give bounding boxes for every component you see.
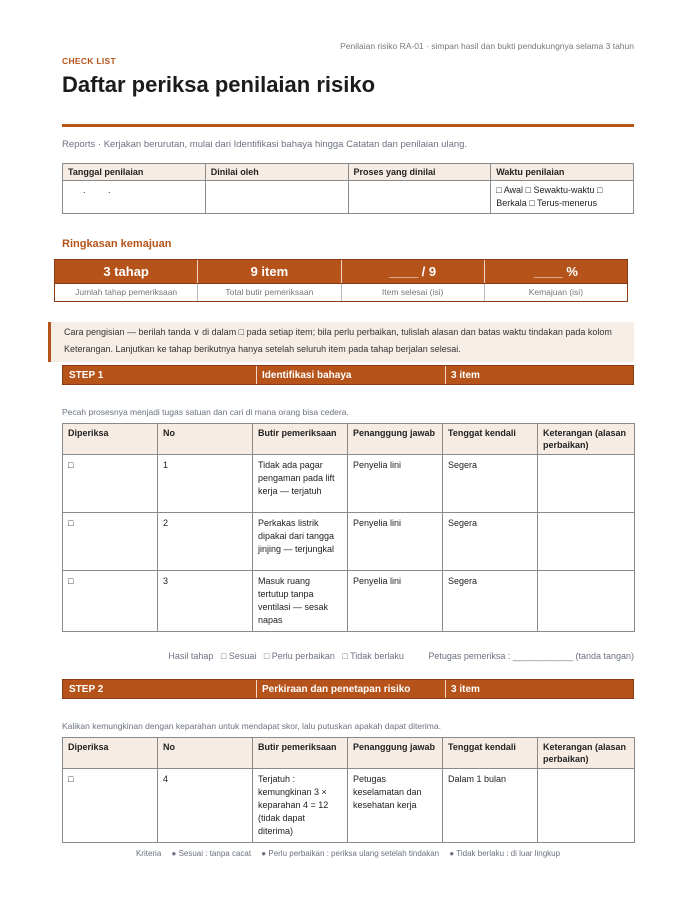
title-divider xyxy=(62,124,634,127)
row-owner: Penyelia lini xyxy=(348,513,443,571)
row-item: Terjatuh : kemungkinan 3 × keparahan 4 = 12 (tidak dapat diterima) xyxy=(253,769,348,843)
criteria-fix: ● Perlu perbaikan : periksa ulang setelah tindakan xyxy=(261,849,440,858)
summary-steps-label: Jumlah tahap pemeriksaan xyxy=(55,284,198,301)
page-subtitle: Reports · Kerjakan berurutan, mulai dari Identifikasi bahaya hingga Catatan dan penilaian ulang. xyxy=(62,139,468,150)
step-2-bar xyxy=(62,679,634,699)
result-option-fix[interactable]: □ Perlu perbaikan xyxy=(263,651,335,661)
row-note[interactable] xyxy=(538,571,635,632)
inspector-signature[interactable]: Petugas pemeriksa : ____________ (tanda tangan) xyxy=(428,651,634,661)
row-item: Tidak ada pagar pengaman pada lift kerja — terjatuh xyxy=(253,455,348,513)
summary-items-label: Total butir pemeriksaan xyxy=(198,284,341,301)
step-1-description: Pecah prosesnya menjadi tugas satuan dan cari di mana orang bisa cedera. xyxy=(62,407,349,417)
row-no: 1 xyxy=(158,455,253,513)
row-note[interactable] xyxy=(538,769,635,843)
col-owner: Penanggung jawab xyxy=(348,738,443,769)
row-owner: Petugas keselamatan dan kesehatan kerja xyxy=(348,769,443,843)
row-deadline: Dalam 1 bulan xyxy=(443,769,538,843)
col-item: Butir pemeriksaan xyxy=(253,424,348,455)
instructions-callout: Cara pengisian — berilah tanda ∨ di dalam □ pada setiap item; bila perlu perbaikan, tulislah alasan dan batas waktu tindakan pada kolom Keterangan. Lanjutkan ke tahap berikutnya hanya setelah seluruh item pada tahap berjalan selesai. xyxy=(48,322,634,362)
progress-summary xyxy=(54,259,628,302)
row-item: Masuk ruang tertutup tanpa ventilasi — sesak napas xyxy=(253,571,348,632)
row-checkbox[interactable]: □ xyxy=(63,513,158,571)
row-owner: Penyelia lini xyxy=(348,455,443,513)
date-field[interactable]: . . xyxy=(63,181,206,214)
col-checked: Diperiksa xyxy=(63,738,158,769)
col-deadline: Tenggat kendali xyxy=(443,424,538,455)
row-deadline: Segera xyxy=(443,455,538,513)
col-note: Keterangan (alasan perbaikan) xyxy=(538,424,635,455)
col-owner: Penanggung jawab xyxy=(348,424,443,455)
row-checkbox[interactable]: □ xyxy=(63,769,158,843)
col-no: No xyxy=(158,738,253,769)
row-note[interactable] xyxy=(538,513,635,571)
assessor-field[interactable] xyxy=(205,181,348,214)
criteria-na: ● Tidak berlaku : di luar lingkup xyxy=(449,849,561,858)
row-item: Perkakas listrik dipakai dari tangga jinjing — terjungkal xyxy=(253,513,348,571)
kicker-label: CHECK LIST xyxy=(62,56,116,66)
result-option-pass[interactable]: □ Sesuai xyxy=(220,651,257,661)
row-no: 3 xyxy=(158,571,253,632)
table-row xyxy=(63,769,635,843)
col-no: No xyxy=(158,424,253,455)
criteria-pass: ● Sesuai : tanpa cacat xyxy=(171,849,252,858)
progress-summary-heading: Ringkasan kemajuan xyxy=(62,238,172,250)
table-row xyxy=(63,513,635,571)
step-1-label: STEP 1 xyxy=(69,370,104,381)
summary-progress-value[interactable]: ____ % xyxy=(485,260,627,283)
step-1-count: 3 item xyxy=(445,366,633,384)
col-checked: Diperiksa xyxy=(63,424,158,455)
assessment-meta-table xyxy=(62,163,634,214)
summary-completed-label: Item selesai (isi) xyxy=(342,284,485,301)
retention-note: Penilaian risiko RA-01 · simpan hasil dan bukti pendukungnya selama 3 tahun xyxy=(340,41,634,51)
meta-header-assessor: Dinilai oleh xyxy=(205,164,348,181)
meta-header-date: Tanggal penilaian xyxy=(63,164,206,181)
criteria-legend xyxy=(62,849,634,858)
col-note: Keterangan (alasan perbaikan) xyxy=(538,738,635,769)
summary-completed-value[interactable]: ____ / 9 xyxy=(342,260,485,283)
step-2-table xyxy=(62,737,635,843)
row-deadline: Segera xyxy=(443,571,538,632)
criteria-label: Kriteria xyxy=(135,849,162,858)
col-deadline: Tenggat kendali xyxy=(443,738,538,769)
step-2-label: STEP 2 xyxy=(69,684,104,695)
step-1-name: Identifikasi bahaya xyxy=(256,366,445,384)
summary-items-value: 9 item xyxy=(198,260,341,283)
timing-options[interactable]: □ Awal □ Sewaktu-waktu □ Berkala □ Terus-menerus xyxy=(491,181,634,214)
step-2-name: Perkiraan dan penetapan risiko xyxy=(256,680,445,698)
row-deadline: Segera xyxy=(443,513,538,571)
row-checkbox[interactable]: □ xyxy=(63,571,158,632)
col-item: Butir pemeriksaan xyxy=(253,738,348,769)
step-2-count: 3 item xyxy=(445,680,633,698)
table-row xyxy=(63,571,635,632)
meta-header-timing: Waktu penilaian xyxy=(491,164,634,181)
step-result-label: Hasil tahap xyxy=(168,651,214,661)
summary-steps-value: 3 tahap xyxy=(55,260,198,283)
result-option-na[interactable]: □ Tidak berlaku xyxy=(342,651,404,661)
table-row xyxy=(63,455,635,513)
row-note[interactable] xyxy=(538,455,635,513)
row-checkbox[interactable]: □ xyxy=(63,455,158,513)
row-owner: Penyelia lini xyxy=(348,571,443,632)
step-1-result xyxy=(163,651,634,661)
process-field[interactable] xyxy=(348,181,491,214)
meta-header-process: Proses yang dinilai xyxy=(348,164,491,181)
summary-progress-label: Kemajuan (isi) xyxy=(485,284,627,301)
step-2-description: Kalikan kemungkinan dengan keparahan untuk mendapat skor, lalu putuskan apakah dapat diterima. xyxy=(62,721,441,731)
row-no: 4 xyxy=(158,769,253,843)
step-1-bar xyxy=(62,365,634,385)
page-title: Daftar periksa penilaian risiko xyxy=(62,72,376,97)
step-1-table xyxy=(62,423,635,632)
row-no: 2 xyxy=(158,513,253,571)
